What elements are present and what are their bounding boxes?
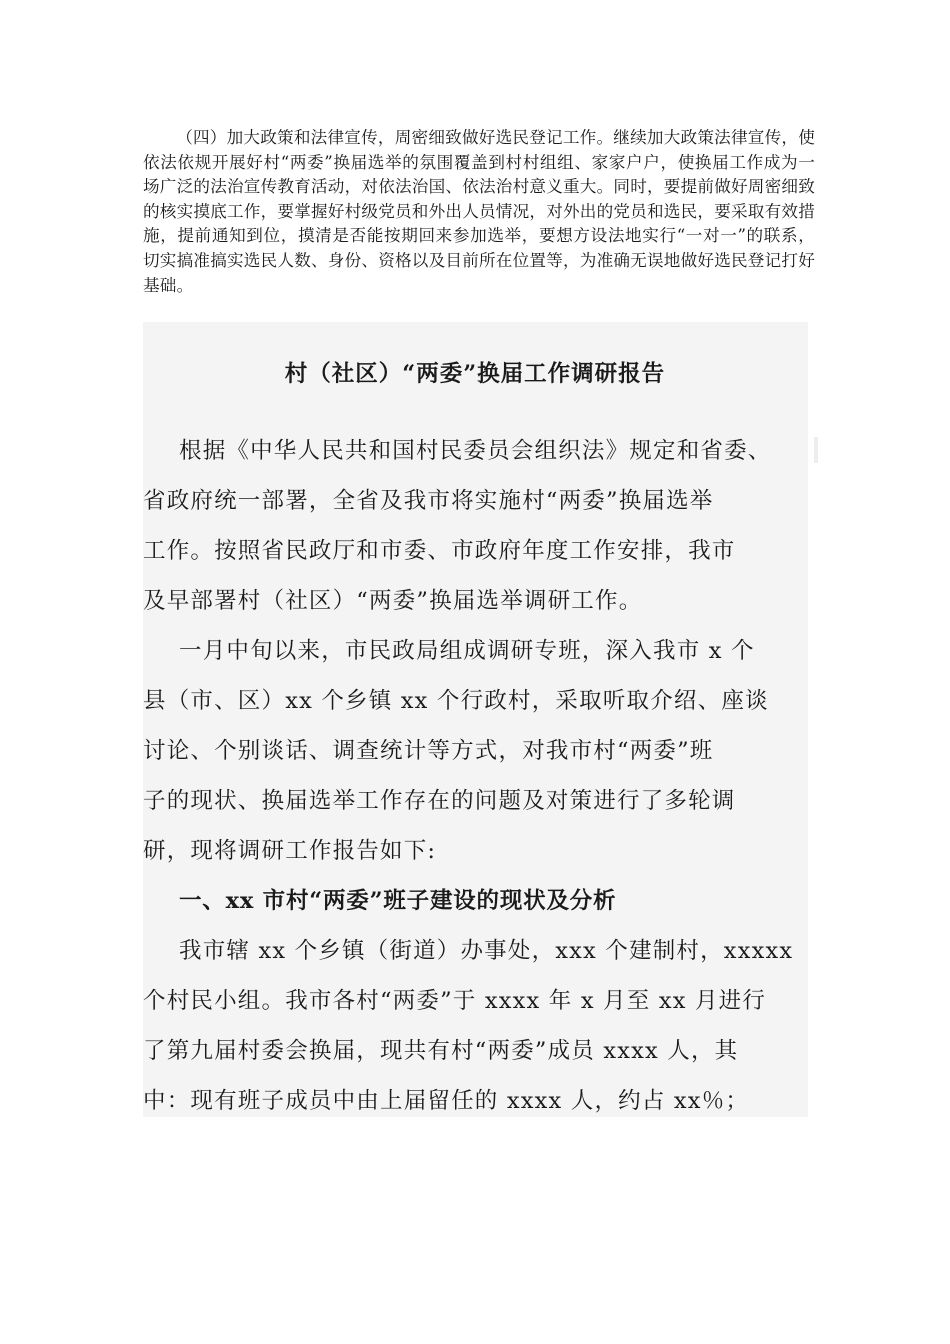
paragraph-1-line-2: 省政府统一部署，全省及我市将实施村“两委”换届选举	[143, 488, 714, 514]
section-heading-1: 一、xx 市村“两委”班子建设的现状及分析	[179, 888, 617, 914]
paragraph-3-line-1: 我市辖 xx 个乡镇（街道）办事处，xxx 个建制村，xxxxx	[179, 938, 794, 964]
report-body	[143, 426, 808, 1126]
paragraph-3-line-3: 了第九届村委会换届，现共有村“两委”成员 xxxx 人，其	[143, 1038, 739, 1064]
previous-section	[143, 126, 815, 298]
paragraph-2-line-4: 子的现状、换届选举工作存在的问题及对策进行了多轮调	[143, 788, 736, 814]
report-title: 村（社区）“两委”换届工作调研报告	[284, 361, 666, 387]
paragraph-1-line-4: 及早部署村（社区）“两委”换届选举调研工作。	[143, 588, 643, 614]
paragraph-2-line-3: 讨论、个别谈话、调查统计等方式，对我市村“两委”班	[143, 738, 714, 764]
paragraph-3-line-4: 中：现有班子成员中由上届留任的 xxxx 人，约占 xx％；	[143, 1088, 750, 1114]
paragraph-2-line-1: 一月中旬以来，市民政局组成调研专班，深入我市 x 个	[179, 638, 755, 664]
paragraph-2-line-5: 研，现将调研工作报告如下:	[143, 838, 437, 864]
paragraph-1-line-3: 工作。按照省民政厅和市委、市政府年度工作安排，我市	[143, 538, 736, 564]
paragraph-3-line-2: 个村民小组。我市各村“两委”于 xxxx 年 x 月至 xx 月进行	[143, 988, 767, 1014]
paragraph-2-line-2: 县（市、区）xx 个乡镇 xx 个行政村，采取听取介绍、座谈	[143, 688, 769, 714]
previous-section-paragraph: （四）加大政策和法律宣传，周密细致做好选民登记工作。继续加大政策法律宣传，使依法依规开展好村“两委”换届选举的氛围覆盖到村村组组、家家户户，使换届工作成为一场广泛的法治宣传教育活动，对依法治国、依法治村意义重大。同时，要提前做好周密细致的核实摸底工作，要掌握好村级党员和外出人员情况，对外出的党员和选民，要采取有效措施，提前通知到位，摸清是否能按期回来参加选举，要想方设法地实行“一对一”的联系，切实搞准搞实选民人数、身份、资格以及目前所在位置等，为准确无误地做好选民登记打好基础。	[143, 128, 815, 295]
paragraph-1-line-1: 根据《中华人民共和国村民委员会组织法》规定和省委、	[179, 438, 772, 464]
margin-mark	[814, 437, 818, 463]
